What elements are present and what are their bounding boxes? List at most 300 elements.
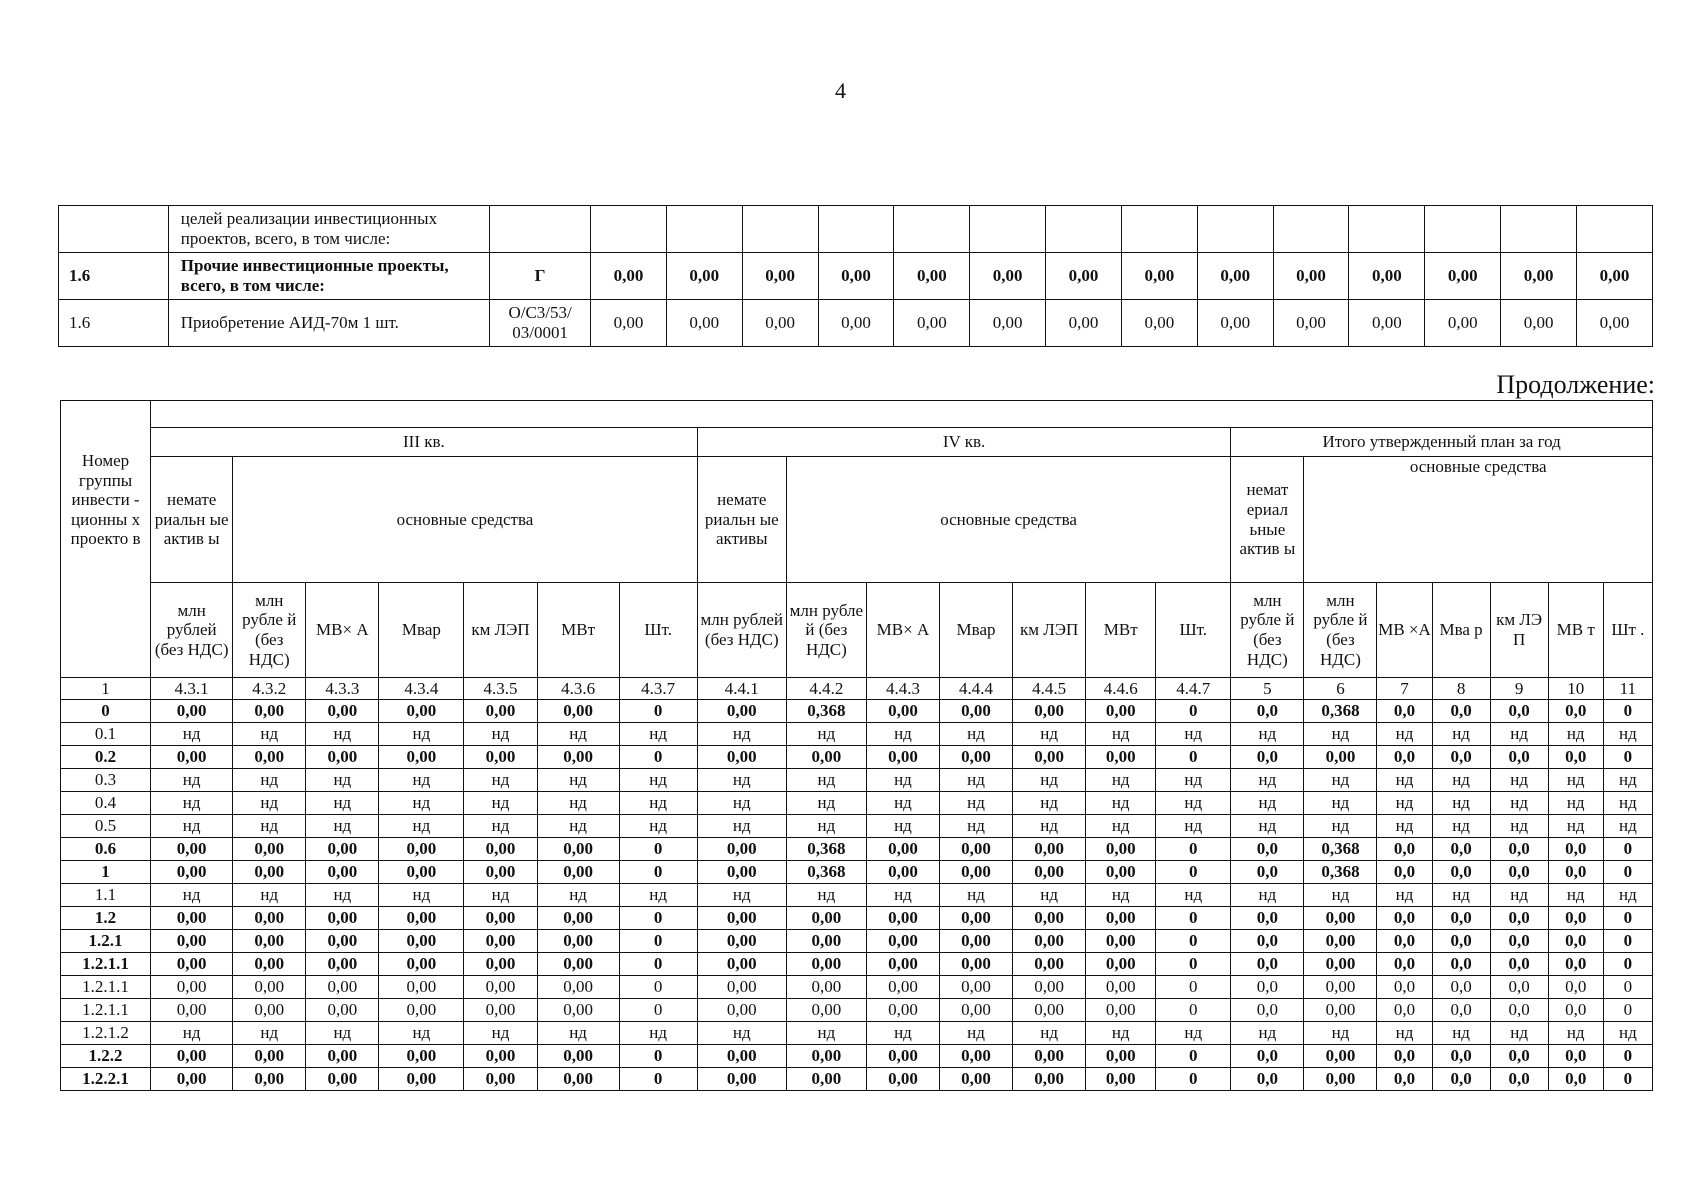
value-cell [742, 206, 818, 253]
value-cell: 0,00 [233, 1068, 306, 1091]
value-cell: нд [786, 723, 866, 746]
value-cell: 0,0 [1548, 953, 1603, 976]
value-cell: 0,0 [1432, 930, 1490, 953]
value-cell: 0,0 [1432, 1045, 1490, 1068]
value-cell: нд [1156, 723, 1231, 746]
value-cell: 0,00 [464, 1045, 537, 1068]
value-cell: 0,00 [940, 930, 1013, 953]
value-cell: 0,00 [379, 907, 464, 930]
value-cell: 0,0 [1231, 746, 1304, 769]
value-cell: нд [1231, 769, 1304, 792]
value-cell: 0,00 [233, 861, 306, 884]
value-cell: 0,00 [1349, 300, 1425, 347]
top-table-row [59, 300, 1653, 347]
value-cell: нд [151, 792, 233, 815]
value-cell: 0,00 [306, 838, 379, 861]
q3-unit-header: МВ× А [306, 583, 379, 678]
group-number-cell: 1.2.1 [61, 930, 151, 953]
value-cell [1046, 206, 1122, 253]
value-cell: нд [1304, 884, 1377, 907]
value-cell: 0,00 [464, 746, 537, 769]
q3-unit-header: МВт [537, 583, 619, 678]
value-cell: нд [1013, 884, 1086, 907]
table-row [61, 1045, 1653, 1068]
value-cell: нд [940, 884, 1013, 907]
value-cell: 0,00 [1086, 746, 1156, 769]
value-cell: 0,0 [1377, 930, 1432, 953]
value-cell: 0,00 [666, 253, 742, 300]
value-cell: 0,00 [537, 930, 619, 953]
value-cell: 0,00 [306, 907, 379, 930]
value-cell: 0,368 [1304, 861, 1377, 884]
value-cell: нд [619, 884, 697, 907]
value-cell: 0,00 [464, 999, 537, 1022]
value-cell: 0,00 [866, 930, 939, 953]
column-index-cell: 4.4.2 [786, 678, 866, 700]
value-cell: 0,00 [1501, 253, 1577, 300]
table-row [61, 700, 1653, 723]
value-cell: нд [940, 723, 1013, 746]
value-cell: нд [151, 884, 233, 907]
q3-fixed-assets-header: основные средства [233, 457, 698, 583]
value-cell: нд [1377, 815, 1432, 838]
value-cell: нд [1013, 1022, 1086, 1045]
value-cell: 0,00 [151, 907, 233, 930]
value-cell: нд [379, 723, 464, 746]
column-index-cell: 6 [1304, 678, 1377, 700]
value-cell: 0,0 [1377, 907, 1432, 930]
value-cell: 0,00 [537, 700, 619, 723]
value-cell: 0,00 [464, 953, 537, 976]
value-cell [1576, 206, 1652, 253]
value-cell: 0,00 [1086, 861, 1156, 884]
value-cell: нд [1603, 769, 1652, 792]
value-cell: 0,00 [1304, 976, 1377, 999]
value-cell: 0,00 [537, 861, 619, 884]
table-row [61, 930, 1653, 953]
value-cell: нд [1231, 815, 1304, 838]
value-cell: 0,00 [379, 861, 464, 884]
value-cell: 0,0 [1490, 861, 1548, 884]
value-cell: нд [233, 815, 306, 838]
value-cell: 0,00 [1304, 1068, 1377, 1091]
year-unit-header: Мва р [1432, 583, 1490, 678]
value-cell: 0,00 [537, 746, 619, 769]
value-cell: нд [306, 815, 379, 838]
value-cell: 0,00 [1086, 930, 1156, 953]
value-cell: нд [306, 884, 379, 907]
value-cell: нд [1432, 884, 1490, 907]
value-cell: нд [697, 884, 786, 907]
value-cell: нд [233, 792, 306, 815]
table-row [61, 1022, 1653, 1045]
value-cell: 0,00 [1086, 976, 1156, 999]
value-cell: 0 [619, 1068, 697, 1091]
value-cell: 0,0 [1548, 861, 1603, 884]
value-cell: 0,00 [818, 253, 894, 300]
value-cell: 0,00 [306, 953, 379, 976]
value-cell: 0,0 [1490, 907, 1548, 930]
value-cell: нд [1490, 723, 1548, 746]
value-cell: 0,00 [151, 976, 233, 999]
value-cell: 0,00 [591, 300, 667, 347]
value-cell: 0,00 [894, 300, 970, 347]
value-cell: 0,00 [379, 976, 464, 999]
value-cell: 0 [1603, 907, 1652, 930]
value-cell: 0,00 [379, 999, 464, 1022]
value-cell: 0,00 [151, 1045, 233, 1068]
value-cell: 0,00 [233, 1045, 306, 1068]
value-cell: нд [786, 769, 866, 792]
value-cell: нд [1432, 1022, 1490, 1045]
value-cell: 0,00 [306, 861, 379, 884]
value-cell: 0,00 [306, 930, 379, 953]
value-cell: нд [233, 723, 306, 746]
value-cell: 0,00 [1425, 300, 1501, 347]
value-cell: 0 [1603, 861, 1652, 884]
table-row [61, 999, 1653, 1022]
value-cell: 0,0 [1490, 999, 1548, 1022]
table-row [61, 792, 1653, 815]
value-cell: 0,00 [1013, 953, 1086, 976]
value-cell: нд [866, 723, 939, 746]
row-code: О/С3/53/ 03/0001 [490, 300, 591, 347]
value-cell: 0,00 [379, 700, 464, 723]
year-total-header: Итого утвержденный план за год [1231, 428, 1653, 457]
value-cell: нд [1603, 884, 1652, 907]
column-index-cell: 4.3.3 [306, 678, 379, 700]
year-unit-header: МВ т [1548, 583, 1603, 678]
value-cell: 0,00 [866, 999, 939, 1022]
value-cell: 0,0 [1377, 1068, 1432, 1091]
value-cell: 0,00 [151, 746, 233, 769]
value-cell: 0,368 [786, 861, 866, 884]
column-index-cell: 4.4.3 [866, 678, 939, 700]
value-cell: нд [866, 1022, 939, 1045]
value-cell: нд [1013, 769, 1086, 792]
value-cell: 0,0 [1490, 1068, 1548, 1091]
value-cell: 0,00 [866, 1068, 939, 1091]
value-cell: нд [151, 1022, 233, 1045]
value-cell: 0,00 [786, 746, 866, 769]
value-cell: 0 [1603, 1068, 1652, 1091]
value-cell: 0,00 [866, 953, 939, 976]
value-cell: 0,00 [233, 999, 306, 1022]
value-cell: 0,0 [1432, 976, 1490, 999]
value-cell: нд [1432, 723, 1490, 746]
group-number-cell: 1.2.1.1 [61, 976, 151, 999]
q3-unit-header: млн рублей (без НДС) [151, 583, 233, 678]
value-cell: 0,00 [697, 999, 786, 1022]
value-cell: 0,00 [786, 976, 866, 999]
group-number-header: Номер группы инвести - ционны х проекто в [61, 401, 151, 678]
value-cell: нд [1304, 1022, 1377, 1045]
value-cell: 0,0 [1432, 953, 1490, 976]
value-cell: 0,00 [1349, 253, 1425, 300]
value-cell: нд [1086, 1022, 1156, 1045]
value-cell: нд [619, 1022, 697, 1045]
value-cell: 0 [1603, 999, 1652, 1022]
column-index-cell: 4.4.5 [1013, 678, 1086, 700]
value-cell: нд [1603, 815, 1652, 838]
value-cell: 0 [619, 1045, 697, 1068]
value-cell: 0,0 [1490, 953, 1548, 976]
value-cell [1349, 206, 1425, 253]
value-cell: 0,00 [940, 907, 1013, 930]
value-cell: 0,0 [1432, 999, 1490, 1022]
value-cell: 0,00 [306, 1068, 379, 1091]
year-unit-header: МВ ×А [1377, 583, 1432, 678]
value-cell: 0,00 [940, 700, 1013, 723]
row-code [490, 206, 591, 253]
value-cell: нд [464, 792, 537, 815]
value-cell: нд [1013, 723, 1086, 746]
value-cell: нд [1548, 884, 1603, 907]
header-spacer [151, 401, 1653, 428]
value-cell: 0 [1603, 930, 1652, 953]
table-row [61, 953, 1653, 976]
value-cell: 0,00 [1086, 838, 1156, 861]
value-cell: нд [306, 723, 379, 746]
q4-intangible-header: немате риальн ые активы [697, 457, 786, 583]
value-cell: 0,00 [866, 838, 939, 861]
value-cell: нд [233, 769, 306, 792]
value-cell: нд [1490, 884, 1548, 907]
year-unit-header: млн рубле й (без НДС) [1231, 583, 1304, 678]
value-cell: 0,00 [537, 838, 619, 861]
table-row [61, 1068, 1653, 1091]
value-cell: нд [233, 1022, 306, 1045]
column-index-cell: 9 [1490, 678, 1548, 700]
value-cell: 0,0 [1231, 999, 1304, 1022]
value-cell: 0,0 [1548, 838, 1603, 861]
value-cell: 0,00 [1086, 700, 1156, 723]
value-cell: 0 [1156, 930, 1231, 953]
group-number-cell: 1.2.1.2 [61, 1022, 151, 1045]
value-cell: нд [866, 815, 939, 838]
value-cell: 0,00 [786, 953, 866, 976]
value-cell: нд [464, 815, 537, 838]
value-cell: нд [1548, 769, 1603, 792]
value-cell: 0,00 [1013, 999, 1086, 1022]
value-cell: нд [1231, 792, 1304, 815]
value-cell: нд [697, 723, 786, 746]
value-cell: 0,00 [697, 953, 786, 976]
value-cell: 0,00 [697, 930, 786, 953]
top-table-row [59, 253, 1653, 300]
value-cell: нд [233, 884, 306, 907]
value-cell: 0,00 [697, 1068, 786, 1091]
value-cell: 0,0 [1377, 1045, 1432, 1068]
value-cell: нд [697, 1022, 786, 1045]
value-cell: 0,00 [1304, 999, 1377, 1022]
value-cell: 0,00 [866, 861, 939, 884]
value-cell: нд [537, 769, 619, 792]
value-cell: 0,368 [786, 700, 866, 723]
q4-unit-header: Шт. [1156, 583, 1231, 678]
value-cell: 0 [619, 907, 697, 930]
year-unit-header: Шт . [1603, 583, 1652, 678]
table-row [61, 723, 1653, 746]
value-cell: нд [1086, 792, 1156, 815]
column-index-cell: 4.3.5 [464, 678, 537, 700]
value-cell: нд [1156, 815, 1231, 838]
value-cell: 0,00 [1121, 300, 1197, 347]
value-cell: 0,00 [233, 930, 306, 953]
value-cell: нд [537, 815, 619, 838]
value-cell: 0,00 [1013, 700, 1086, 723]
column-index-cell: 4.3.1 [151, 678, 233, 700]
value-cell: 0,00 [866, 746, 939, 769]
value-cell: нд [379, 769, 464, 792]
value-cell: 0,0 [1231, 838, 1304, 861]
column-index-cell: 4.4.4 [940, 678, 1013, 700]
value-cell: 0,0 [1231, 907, 1304, 930]
value-cell: 0,00 [464, 976, 537, 999]
value-cell: 0 [1156, 1045, 1231, 1068]
value-cell: нд [619, 723, 697, 746]
value-cell: 0,00 [1086, 999, 1156, 1022]
value-cell: 0,00 [1576, 300, 1652, 347]
value-cell: 0,00 [1197, 253, 1273, 300]
value-cell: 0,00 [818, 300, 894, 347]
value-cell: нд [151, 723, 233, 746]
value-cell: 0,00 [537, 1068, 619, 1091]
value-cell: 0,00 [233, 907, 306, 930]
column-index-cell: 4.4.1 [697, 678, 786, 700]
value-cell: 0,0 [1432, 838, 1490, 861]
table-row [61, 976, 1653, 999]
value-cell: 0,00 [940, 953, 1013, 976]
value-cell: 0 [619, 976, 697, 999]
value-cell: 0 [1156, 746, 1231, 769]
table-row [61, 746, 1653, 769]
q4-unit-header: млн рублей (без НДС) [697, 583, 786, 678]
page-number: 4 [835, 78, 846, 103]
value-cell: 0,00 [379, 1068, 464, 1091]
value-cell: 0 [1156, 999, 1231, 1022]
value-cell: нд [1603, 723, 1652, 746]
group-number-cell: 0.5 [61, 815, 151, 838]
value-cell: нд [1377, 723, 1432, 746]
value-cell: нд [1086, 723, 1156, 746]
value-cell [1197, 206, 1273, 253]
value-cell: нд [1377, 884, 1432, 907]
value-cell: 0,0 [1377, 746, 1432, 769]
q4-header: IV кв. [697, 428, 1231, 457]
value-cell: нд [1086, 769, 1156, 792]
value-cell [666, 206, 742, 253]
value-cell: нд [866, 769, 939, 792]
value-cell: нд [464, 723, 537, 746]
value-cell: нд [1603, 792, 1652, 815]
value-cell: 0,0 [1548, 746, 1603, 769]
value-cell: 0,0 [1432, 1068, 1490, 1091]
value-cell: 0,00 [379, 1045, 464, 1068]
value-cell: 0,00 [1576, 253, 1652, 300]
value-cell: 0,00 [786, 999, 866, 1022]
value-cell: 0,00 [537, 953, 619, 976]
value-cell: нд [940, 1022, 1013, 1045]
value-cell: 0,00 [464, 907, 537, 930]
value-cell: 0,00 [464, 700, 537, 723]
value-cell: нд [1432, 815, 1490, 838]
value-cell: 0,00 [233, 953, 306, 976]
value-cell: 0,00 [537, 976, 619, 999]
value-cell: нд [1156, 792, 1231, 815]
year-fixed-assets-header: основные средства [1304, 457, 1653, 583]
value-cell: нд [1304, 723, 1377, 746]
value-cell: 0,00 [591, 253, 667, 300]
value-cell: нд [1231, 1022, 1304, 1045]
row-number: 1.6 [59, 253, 169, 300]
value-cell: 0,00 [1304, 907, 1377, 930]
value-cell: 0,00 [697, 700, 786, 723]
column-index-row [61, 678, 1653, 700]
value-cell: 0 [1156, 953, 1231, 976]
value-cell: 0,00 [697, 861, 786, 884]
value-cell: 0,00 [866, 976, 939, 999]
value-cell: нд [464, 1022, 537, 1045]
value-cell: 0,00 [1197, 300, 1273, 347]
value-cell: 0,00 [306, 700, 379, 723]
value-cell: нд [379, 884, 464, 907]
column-index-cell: 11 [1603, 678, 1652, 700]
q3-unit-header: км ЛЭП [464, 583, 537, 678]
value-cell: нд [1377, 769, 1432, 792]
value-cell: нд [1304, 815, 1377, 838]
value-cell: 0 [619, 930, 697, 953]
value-cell: 0,0 [1490, 838, 1548, 861]
value-cell: 0 [1603, 746, 1652, 769]
value-cell: нд [464, 884, 537, 907]
value-cell: 0,00 [697, 907, 786, 930]
value-cell: нд [1086, 884, 1156, 907]
column-index-cell: 4.3.6 [537, 678, 619, 700]
column-index-cell: 1 [61, 678, 151, 700]
value-cell: нд [1231, 884, 1304, 907]
row-label: целей реализации инвестиционных проектов, всего, в том числе: [168, 206, 489, 253]
value-cell: 0 [619, 838, 697, 861]
value-cell: 0,00 [786, 1068, 866, 1091]
value-cell: 0 [619, 700, 697, 723]
value-cell: 0,00 [306, 746, 379, 769]
value-cell: 0,0 [1231, 1068, 1304, 1091]
value-cell: 0,00 [1013, 976, 1086, 999]
value-cell: 0,00 [1013, 1045, 1086, 1068]
value-cell: 0,00 [866, 1045, 939, 1068]
q4-unit-header: МВт [1086, 583, 1156, 678]
value-cell: 0,00 [1501, 300, 1577, 347]
value-cell: нд [786, 815, 866, 838]
value-cell: 0,0 [1377, 838, 1432, 861]
value-cell: нд [379, 792, 464, 815]
value-cell: 0 [619, 953, 697, 976]
value-cell: 0 [1156, 700, 1231, 723]
value-cell: нд [697, 815, 786, 838]
value-cell: 0,0 [1548, 1068, 1603, 1091]
value-cell: 0,00 [866, 700, 939, 723]
row-label: Прочие инвестиционные проекты, всего, в том числе: [168, 253, 489, 300]
value-cell [1501, 206, 1577, 253]
value-cell: 0,00 [151, 930, 233, 953]
value-cell: нд [940, 815, 1013, 838]
value-cell: нд [1548, 1022, 1603, 1045]
value-cell: 0,00 [786, 907, 866, 930]
value-cell: нд [537, 723, 619, 746]
value-cell: 0,00 [233, 746, 306, 769]
value-cell: нд [306, 792, 379, 815]
